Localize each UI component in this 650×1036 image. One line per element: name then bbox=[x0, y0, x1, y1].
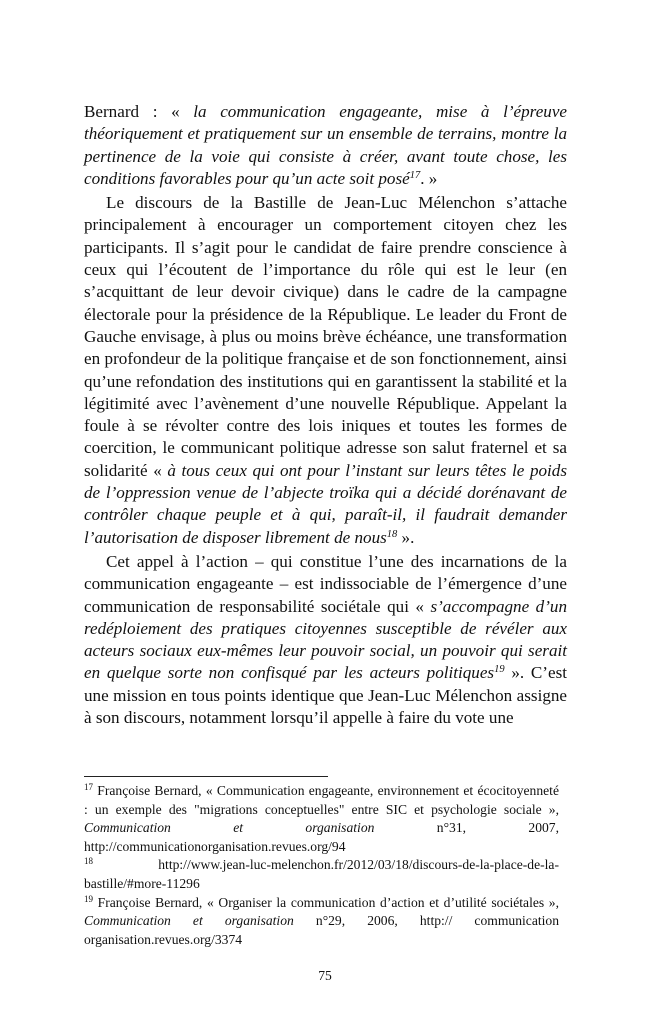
paragraph-3-text: Cet appel à l’action – qui constitue l’une des incarnations de la communication engageante – est indissociable de l’émergence d’une communication de responsabilité sociétale qui « bbox=[84, 551, 567, 616]
footnote-number: 18 bbox=[84, 856, 93, 867]
paragraph-3-quote: s’accompagne d’un redéploiement des pratiques citoyennes susceptible de révéler aux acteurs sociaux eux-mêmes leur pouvoir social, un pouvoir qui serait en quelque sorte non confisqué par les acteurs politiques bbox=[84, 596, 567, 683]
footnote-journal: Communication et organisation bbox=[84, 820, 375, 836]
footnote-text: Françoise Bernard, « Organiser la communication d’action et d’utilité sociétales », bbox=[93, 894, 559, 910]
paragraph-1-end: . » bbox=[420, 168, 438, 188]
footnotes bbox=[84, 782, 559, 949]
page-number: 75 bbox=[318, 968, 332, 983]
footnote-text: Françoise Bernard, « Communication engageante, environnement et écocitoyenneté : un exemple des "migrations conceptuelles" entre SIC et psychologie sociale », bbox=[84, 783, 559, 817]
paragraph-3-end: ». C’est une mission en tous points identique que Jean-Luc Mélenchon assigne à son discours, notamment lorsqu’il appelle à faire du vote une bbox=[84, 663, 567, 728]
footnote-ref-19[interactable]: 19 bbox=[494, 664, 505, 676]
footnote-17 bbox=[84, 782, 559, 856]
paragraph-2-quote: à tous ceux qui ont pour l’instant sur leurs têtes le poids de l’oppression venue de l’abjecte troïka qui a décidé dorénavant de contrôler chaque peuple et à qui, paraît-il, il faudrait demander l’autorisation de disposer librement de nous bbox=[84, 460, 568, 547]
paragraph-1 bbox=[84, 101, 567, 190]
footnote-19 bbox=[84, 894, 559, 950]
body-text bbox=[84, 101, 567, 731]
paragraph-2-text: Le discours de la Bastille de Jean-Luc Mélenchon s’attache principalement à encourager un comportement citoyen chez les participants. Il s’agit pour le candidat de faire prendre conscience à ceux qui l’écoutent de l’importance du rôle qui est le leur (en s’acquittant de leur devoir civique) dans le cadre de la campagne électorale pour la présidence de la République. Le leader du Front de Gauche envisage, à plus ou moins brève échéance, une transformation en profondeur de la politique française et de son fonctionnement, ainsi qu’une refondation des institutions qui en garantissent la stabilité et la légitimité avec l’avènement d’une nouvelle République. Appelant la foule à se révolter contre des lois iniques et toutes les formes de coercition, le communicant politique adresse son salut fraternel et sa solidarité « bbox=[84, 193, 567, 480]
paragraph-2 bbox=[84, 192, 567, 549]
footnote-number: 17 bbox=[84, 782, 93, 792]
footnote-number: 19 bbox=[84, 893, 93, 904]
paragraph-2-end: ». bbox=[397, 527, 415, 547]
paragraph-1-intro: Bernard : « bbox=[84, 102, 194, 121]
paragraph-3 bbox=[84, 551, 567, 729]
footnote-source-link[interactable]: n°29, 2006, http:// communication organisation.revues.org/3374 bbox=[84, 913, 559, 947]
footnote-18 bbox=[84, 856, 559, 893]
footnote-ref-18[interactable]: 18 bbox=[386, 528, 398, 540]
footnote-ref-17[interactable]: 17 bbox=[409, 169, 421, 181]
paragraph-1-quote: la communication engageante, mise à l’épreuve théoriquement et pratiquement sur un ensemble de terrains, montre la pertinence de la voie qui consiste à créer, avant toute chose, les conditions favorables pour qu’un acte soit posé bbox=[84, 102, 568, 188]
footnote-divider bbox=[84, 776, 328, 777]
footnote-source-link[interactable]: n°31, 2007, http://communicationorganisation.revues.org/94 bbox=[84, 820, 560, 854]
footnote-source-link[interactable]: http://www.jean-luc-melenchon.fr/2012/03/18/discours-de-la-place-de-la-bastille/#more-11296 bbox=[84, 857, 559, 891]
footnote-journal: Communication et organisation bbox=[84, 913, 294, 929]
